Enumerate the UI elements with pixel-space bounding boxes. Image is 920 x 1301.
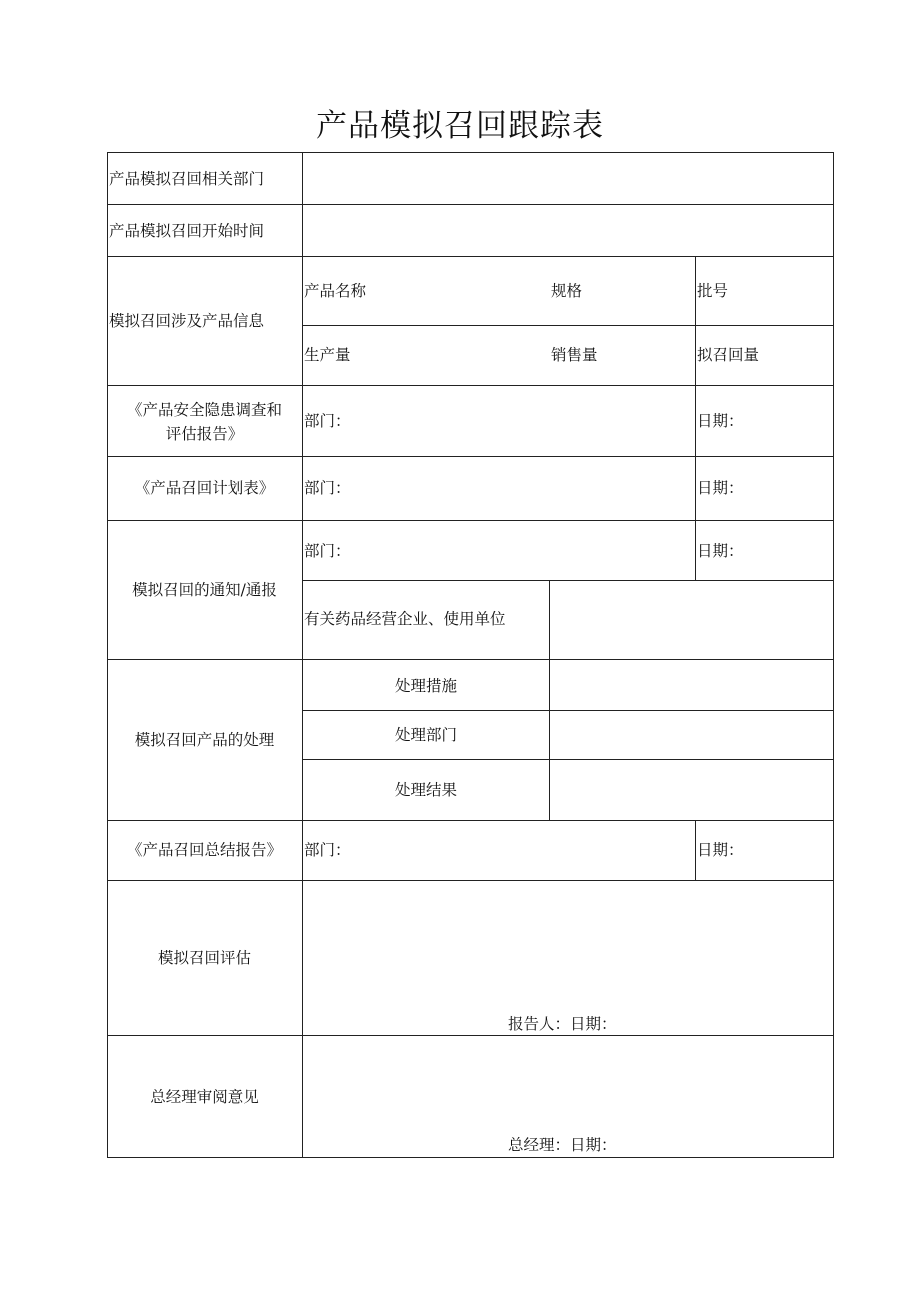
sales-label: 销售量 (551, 346, 598, 364)
recall-tracking-table (107, 152, 834, 1158)
evaluation-signature: 报告人：日期： (508, 1015, 617, 1033)
summary-report-date-label: 日期： (697, 841, 744, 859)
notification-date-label: 日期： (697, 542, 744, 560)
departments-label: 产品模拟召回相关部门 (109, 170, 265, 188)
spec-label: 规格 (551, 282, 583, 300)
evaluation-label: 模拟召回评估 (157, 949, 251, 967)
recall-qty-label: 拟召回量 (697, 346, 760, 364)
handling-label: 模拟召回产品的处理 (134, 731, 275, 749)
page-title: 产品模拟召回跟踪表 (316, 108, 604, 144)
notification-dept-label: 部门： (304, 542, 351, 560)
summary-report-label: 《产品召回总结报告》 (126, 841, 282, 859)
output-label: 生产量 (304, 346, 351, 364)
recall-plan-dept-label: 部门： (304, 479, 351, 497)
risk-report-date-label: 日期： (697, 412, 744, 430)
gm-review-label: 总经理审阅意见 (150, 1088, 259, 1106)
start-time-field[interactable] (304, 206, 832, 255)
summary-report-dept-label: 部门： (304, 841, 351, 859)
related-units-label: 有关药品经营企业、使用单位 (304, 610, 506, 628)
recall-plan-label: 《产品召回计划表》 (134, 479, 275, 497)
departments-field[interactable] (304, 154, 832, 203)
risk-report-label-line1: 《产品安全隐患调查和 (126, 401, 282, 419)
notification-label: 模拟召回的通知/通报 (132, 581, 277, 599)
product-name-label: 产品名称 (304, 282, 367, 300)
product-info-label: 模拟召回涉及产品信息 (109, 312, 265, 330)
handling-dept-label: 处理部门 (394, 726, 457, 744)
risk-report-dept-label: 部门： (304, 412, 351, 430)
risk-report-label-line2: 评估报告》 (165, 425, 244, 443)
start-time-label: 产品模拟召回开始时间 (109, 222, 265, 240)
gm-review-signature: 总经理：日期： (508, 1136, 617, 1154)
recall-plan-date-label: 日期： (697, 479, 744, 497)
handling-measures-label: 处理措施 (394, 677, 457, 695)
handling-result-label: 处理结果 (394, 781, 457, 799)
batch-label: 批号 (697, 282, 729, 300)
